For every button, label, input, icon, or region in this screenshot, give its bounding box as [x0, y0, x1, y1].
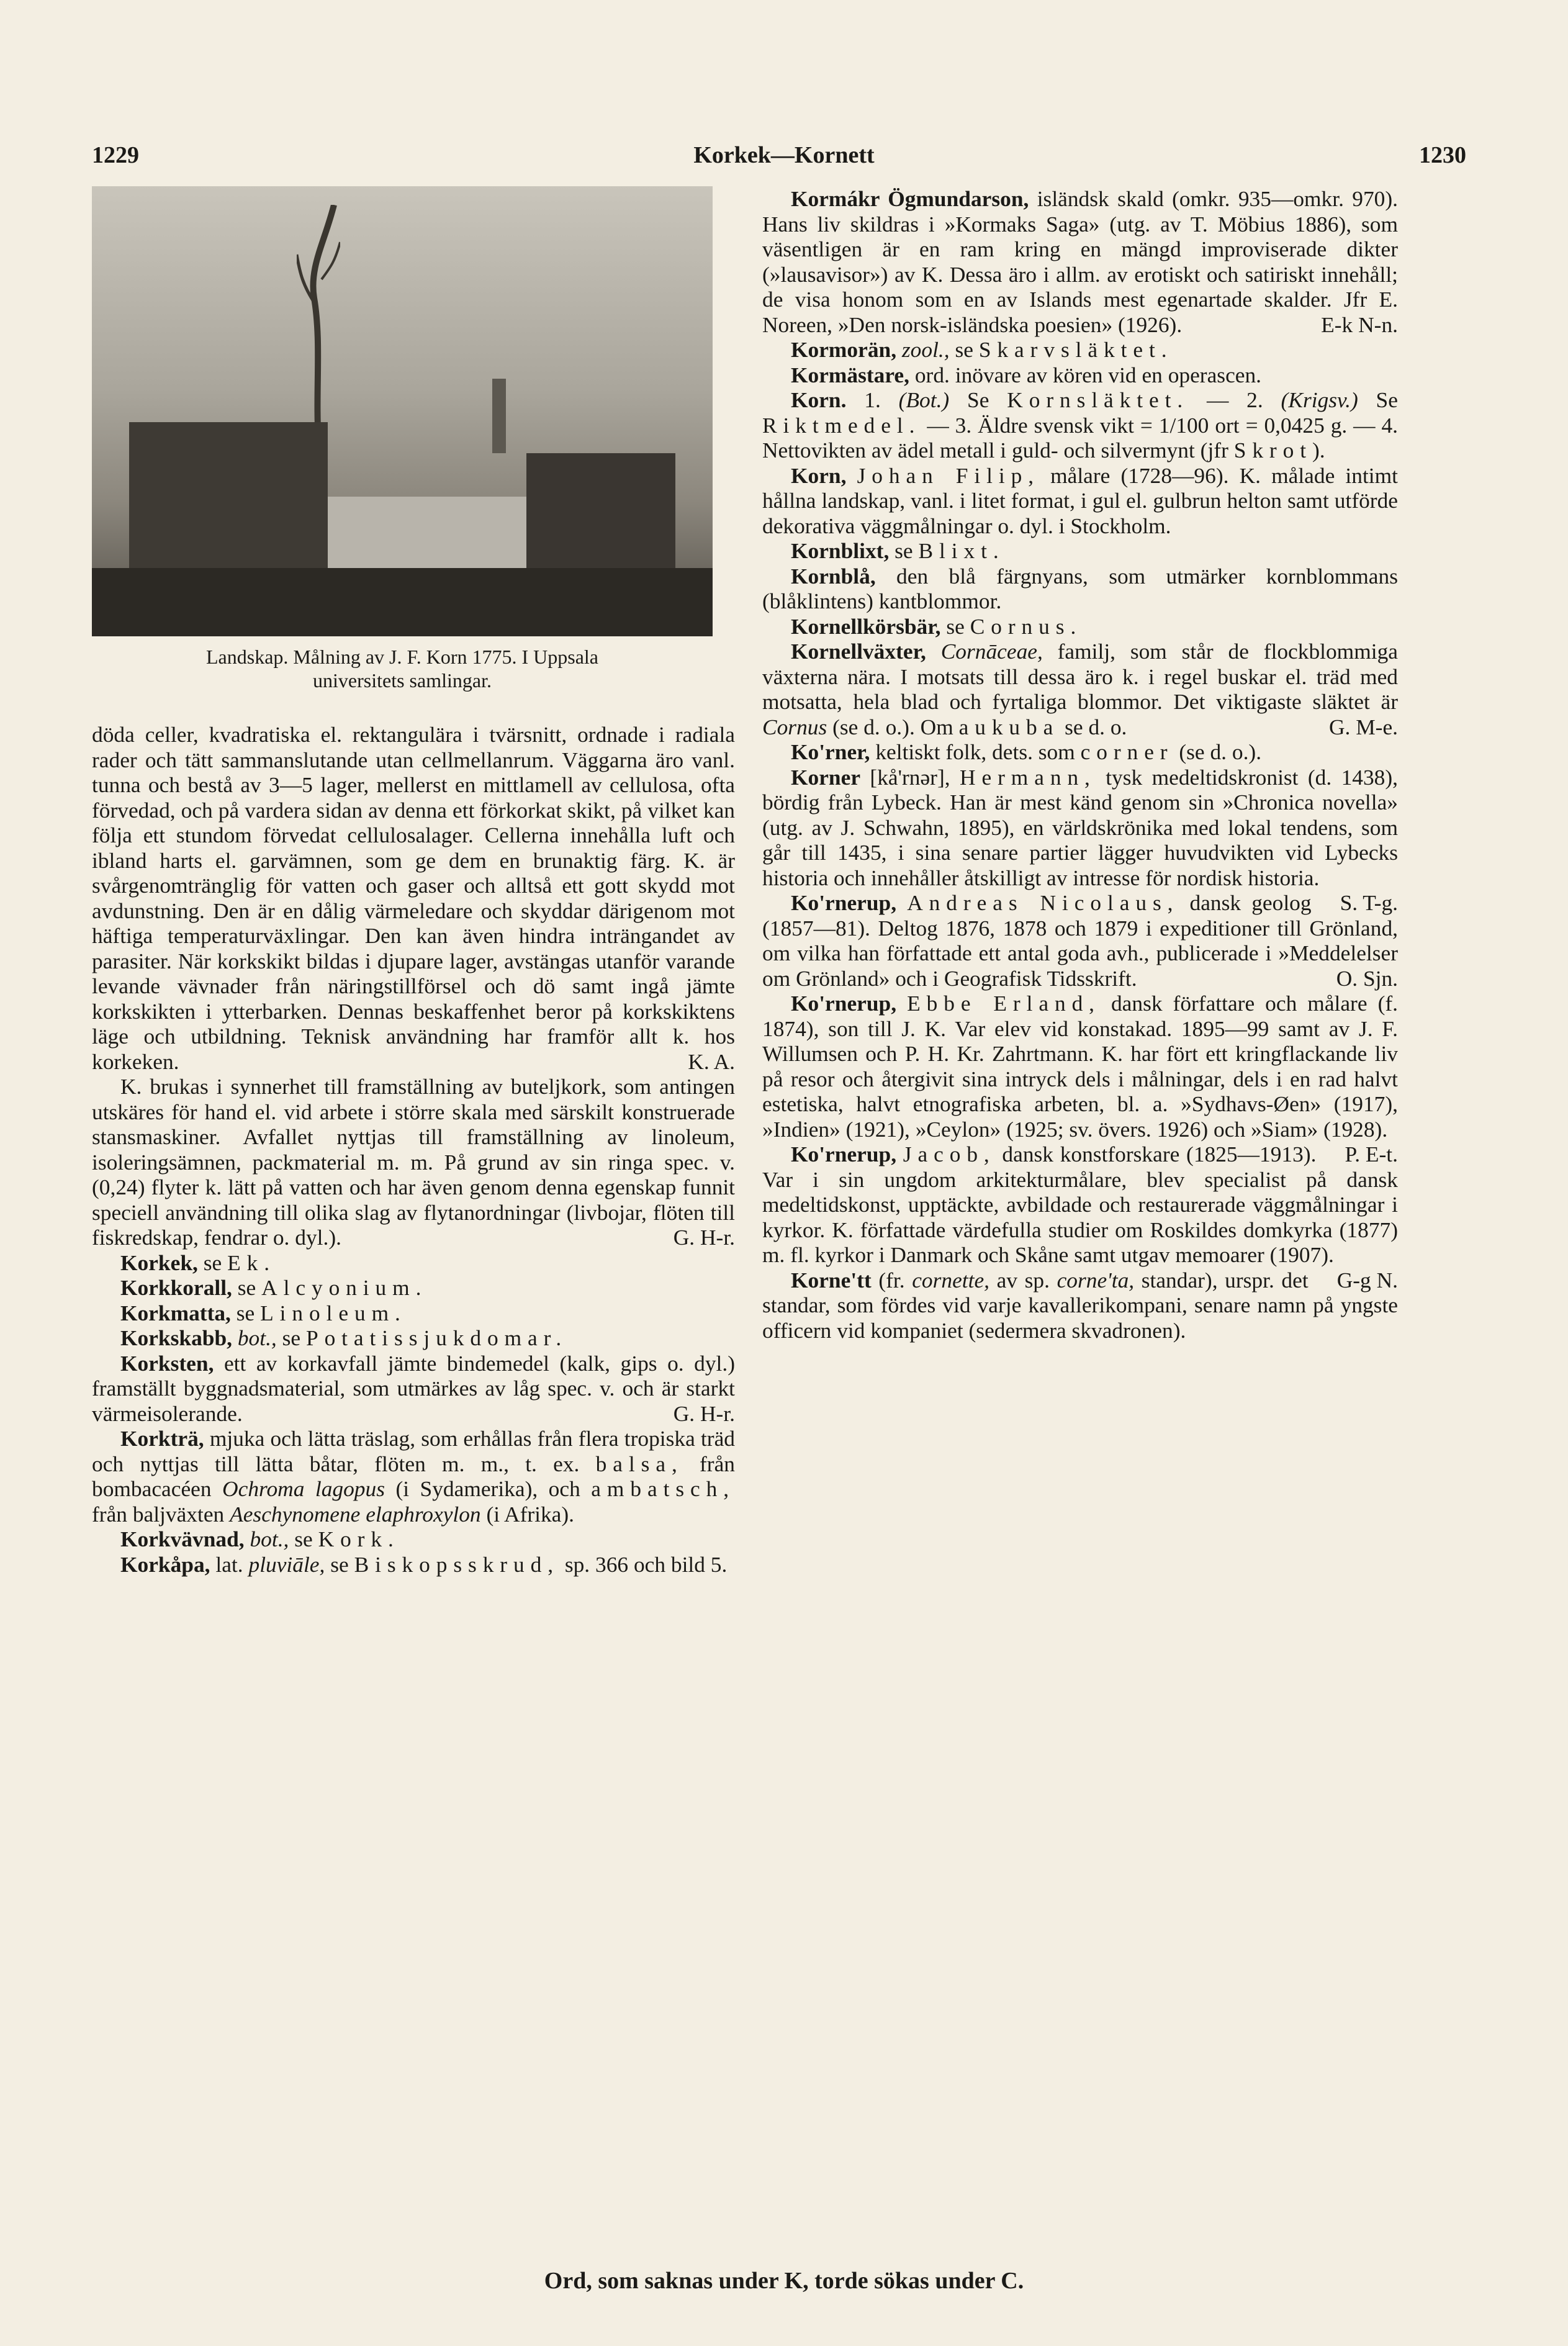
cross-ref: Biskopsskrud,	[354, 1551, 559, 1577]
entry-korkvavnad: Korkvävnad, bot., se Kork.	[120, 1527, 400, 1551]
entry-kork-p2: K. brukas i synnerhet till framställning av buteljkork, som antingen utskäres för hand el. vid arbete i större skala med särskilt konstruerade stansmaskiner. Avfallet nyttjas till framställning av linoleum, isoleringsämnen, packmaterial m. m. På grund av sin ringa spec. v. (0,24) flyter k. lätt på vatten och har även genom denna egenskap funnit speciell användning till olika slag av flytanordningar (livbojar, flöten till fiskredskap, fendrar o. dyl.). G. H-r.	[92, 1074, 735, 1250]
entry-korn-johan-filip: Korn, Johan Filip, målare (1728—96). K. målade intimt hållna landskap, vanl. i litet format, i gul el. gulbrun helton samt utförde dekorativa väggmålningar o. dyl. i Stockholm.	[762, 462, 1398, 538]
entry-kornerup-ebbe: Ko'rnerup, Ebbe Erland, dansk författare och målare (f. 1874), son till J. K. Var elev vid konstakad. 1895—99 samt av J. F. Willumsen och P. H. Kr. Zahrtmann. K. har fört ett kringflackande liv på resor och återgivit sina intryck dels i målningar, dels i en rad halvt estetiska, halvt etnografiska arbeten, bl. a. »Sydhavs-Øen» (1917), »Indien» (1921), »Ceylon» (1925; sv. övers. 1926) och »Siam» (1928). P. E-t.	[762, 991, 1398, 1166]
entry-korkkorall: Korkkorall, se Alcyonium.	[120, 1275, 428, 1300]
signature: G. H-r.	[673, 1225, 735, 1250]
cross-ref: Alcyonium.	[261, 1275, 428, 1300]
signature: S. T-g.	[1340, 890, 1398, 915]
entry-kornbla: Kornblå, den blå färgnyans, som utmärker kornblommans (blåklintens) kantblommor.	[762, 563, 1398, 613]
painting-tower	[492, 379, 506, 453]
signature: G. M-e.	[1328, 714, 1398, 739]
page-header	[0, 142, 1568, 179]
cross-ref: Cornus.	[970, 613, 1083, 639]
entry-kornellvaxter: Kornellväxter, Cornāceae, familj, som står de flockblommiga växterna nära. I motsats till dessa äro k. i regel buskar el. träd med motsatta, hela blad och fyrtaliga blommor. Det viktigaste släktet är Cornus (se d. o.). Om aukuba se d. o. G. M-e.	[762, 639, 1398, 739]
entry-kornerup-andreas: Ko'rnerup, Andreas Nicolaus, dansk geolog (1857—81). Deltog 1876, 1878 och 1879 i expeditioner till Grönland, om vilka han författade ett antal goda avh., publicerade i »Meddelelser om Grönland» och i Geografisk Tidsskrift. O. Sjn.	[762, 890, 1398, 991]
painting-house	[526, 453, 675, 577]
cross-ref: Blixt.	[918, 538, 1005, 563]
page-number-left: 1229	[92, 142, 139, 168]
entry-korkapa: Korkåpa, lat. pluviāle, se Biskopsskrud, sp. 366 och bild 5.	[120, 1551, 728, 1577]
cross-ref: Ek.	[227, 1250, 276, 1275]
entry-kormakr: Kormákr Ögmundarson, isländsk skald (omkr. 935—omkr. 970). Hans liv skildras i »Kormaks Saga» (utg. av T. Möbius 1886), som väsentligen är en ram kring en mängd improviserade dikter (»lausavisor») av K. Dessa äro i allm. av erotiskt och satiriskt innehåll; de visa honom som en av Islands mest egenartade skalder. Jfr E. Noreen, »Den norsk-isländska poesien» (1926). E-k N-n.	[762, 186, 1398, 337]
painting-tree	[297, 205, 340, 441]
entry-korn: Korn. 1. (Bot.) Se Kornsläktet. — 2. (Krigsv.) Se Riktmedel. — 3. Äldre svensk vikt = 1/100 ort = 0,0425 g. — 4. Nettovikten av ädel metall i guld- och silvermynt (jfr Skrot).	[762, 387, 1399, 462]
signature: P. E-t.	[1345, 1142, 1398, 1166]
left-column	[92, 186, 735, 1577]
entry-korner-folk: Ko'rner, keltiskt folk, dets. som corner (se d. o.).	[791, 739, 1262, 764]
entry-kornerup-jacob: Ko'rnerup, Jacob, dansk konstforskare (1825—1913). Var i sin ungdom arkitekturmålare, blev specialist på dansk medeltidskonst, upptäckte, avbildade och restaurerade väggmålningar i kyrkor. K. författade värdefulla studier om Roskildes domkyrka (1877) m. fl. kyrkor i Danmark och Skåne samt utgav memoarer (1907). G-g N.	[762, 1142, 1398, 1293]
cross-ref: Linoleum.	[260, 1300, 407, 1325]
signature: E-k N-n.	[1321, 312, 1398, 337]
running-title: Korkek—Kornett	[693, 142, 875, 168]
entry-korkmatta: Korkmatta, se Linoleum.	[120, 1300, 407, 1325]
entry-kormastare: Kormästare, ord. inövare av kören vid en operascen.	[791, 362, 1262, 387]
figure-caption: Landskap. Målning av J. F. Korn 1775. I Uppsala universitets samlingar.	[205, 646, 598, 692]
entry-korkskabb: Korkskabb, bot., se Potatissjukdomar.	[120, 1325, 568, 1350]
cross-ref: Skarvsläktet.	[978, 337, 1173, 362]
page-number-right: 1230	[1419, 142, 1466, 168]
cross-ref: Potatissjukdomar.	[305, 1325, 568, 1350]
painting-ground	[92, 568, 713, 636]
page-footer-note: Ord, som saknas under K, torde sökas under C.	[544, 2268, 1024, 2294]
entry-kornblixt: Kornblixt, se Blixt.	[791, 538, 1005, 563]
entry-kormoran: Kormorän, zool., se Skarvsläktet.	[791, 337, 1173, 362]
entry-korktra: Korkträ, mjuka och lätta träslag, som erhållas från flera tropiska träd och nyttjas till lätta båtar, flöten m. m., t. ex. balsa, från bombacacéen Ochroma lagopus (i Sydamerika), och ambatsch, från baljväxten Aeschynomene elaphroxylon (i Afrika).	[92, 1426, 735, 1527]
entry-korksten: Korksten, ett av korkavfall jämte bindemedel (kalk, gips o. dyl.) framställt byggnadsmaterial, som utmärkes av låg spec. v. och är starkt värmeisolerande. G. H-r.	[92, 1350, 735, 1426]
entry-korner-hermann: Korner [kå'rnər], Hermann, tysk medeltidskronist (d. 1438), bördig från Lybeck. Han är mest känd genom sin »Chronica novella» (utg. av J. Schwahn, 1895), en världskrönika med lokal tendens, som går till 1435, i sina senare partier lägger huvudvikten vid Lybecks historia och innehåller åtskilligt av intresse för nordisk historia. S. T-g.	[762, 764, 1399, 915]
entry-korkek: Korkek, se Ek.	[120, 1250, 276, 1275]
entry-kornellkorsbar: Kornellkörsbär, se Cornus.	[791, 613, 1083, 639]
entry-kornett: Korne'tt (fr. cornette, av sp. corne'ta, standar), urspr. det standar, som fördes vid varje kavallerikompani, senare namn på yngste officern vid kompaniet (sedermera skvadronen).	[762, 1267, 1398, 1343]
landscape-painting	[92, 186, 713, 636]
entry-kork-p1: döda celler, kvadratiska el. rektangulära i tvärsnitt, ordnade i radiala rader och tätt sammanslutande utan cellmellanrum. Väggarna äro vanl. tunna och bestå av 3—5 lager, mellerst en mittlamell av cellulosa, ofta förvedad, och på vardera sidan av denna ett förkorkat skikt, på vilket kan följa ett stundom förvedat cellulosalager. Cellerna innehålla luft och ibland harts el. garvämnen, som ge dem en brunaktig färg. K. är svårgenomtränglig för vatten och gaser och alltså ett gott skydd mot avdunstning. Den är en dålig värmeledare och skyddar därigenom mot häftiga temperaturväxlingar. Den kan även hindra inträngandet av parasiter. När korkskikt bildas i djupare lager, avstängas utanför varande levande vävnader från näringstillförsel och dö samt ingå jämte korkskikten i ytterbarken. Dennas beskaffenhet beror på korkskiktens läge och utbildning. Teknisk användning har framför allt k. hos korkeken. K. A.	[92, 722, 735, 1074]
signature: G-g N.	[1336, 1267, 1398, 1293]
signature: G. H-r.	[673, 1401, 735, 1426]
right-column	[762, 186, 1398, 1343]
signature: O. Sjn.	[1336, 965, 1398, 991]
cross-ref: Kork.	[318, 1527, 400, 1551]
signature: K. A.	[688, 1049, 735, 1074]
